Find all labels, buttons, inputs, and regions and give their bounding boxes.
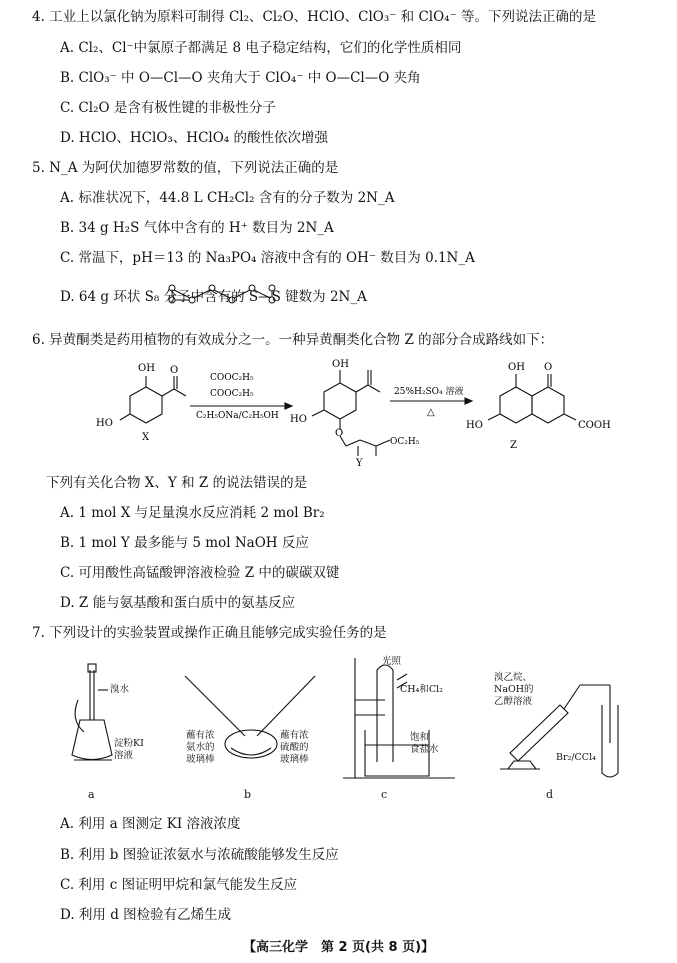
reagent2: 25%H₂SO₄ 溶液 — [394, 387, 464, 397]
s8-ring-structure — [158, 280, 298, 308]
apparatus-b-right-2: 硫酸的 — [280, 742, 309, 753]
z-oh-label: OH — [508, 362, 525, 373]
apparatus-d-reagent-3: 乙醇溶液 — [494, 696, 533, 707]
q7-option-c: C. 利用 c 图证明甲烷和氯气能发生反应 — [60, 877, 298, 893]
apparatus-c-gas: CH₄和Cl₂ — [400, 684, 443, 695]
y-ho-label: HO — [290, 414, 307, 425]
apparatus-a — [60, 660, 170, 785]
q5-option-c: C. 常温下，pH＝13 的 Na₃PO₄ 溶液中含有的 OH⁻ 数目为 0.1N_A — [60, 250, 475, 266]
apparatus-c-water-2: 食盐水 — [410, 744, 439, 755]
apparatus-d-trap: Br₂/CCl₄ — [556, 752, 596, 763]
compound-y-label: Y — [356, 458, 363, 468]
apparatus-b-left-1: 蘸有浓 — [186, 730, 215, 741]
x-o-label: O — [170, 365, 179, 376]
apparatus-c-caption: c — [381, 788, 388, 801]
apparatus-d-reagent-2: NaOH的 — [494, 684, 534, 695]
heat-symbol: △ — [427, 407, 435, 418]
q7-option-a: A. 利用 a 图测定 KI 溶液浓度 — [60, 816, 241, 832]
apparatus-c — [335, 650, 475, 785]
reagent1-top: COOC₂H₅ — [210, 373, 254, 383]
apparatus-a-label-solution: 溶液 — [114, 750, 134, 761]
q6-option-c: C. 可用酸性高锰酸钾溶液检验 Z 中的碳碳双键 — [60, 565, 340, 581]
page-footer: 【高三化学 第 2 页(共 8 页)】 — [242, 940, 435, 955]
y-oh-label: OH — [332, 359, 349, 370]
apparatus-d-reagent-1: 溴乙烷、 — [494, 672, 533, 683]
apparatus-b-right-1: 蘸有浓 — [280, 730, 309, 741]
q5-option-a: A. 标准状况下，44.8 L CH₂Cl₂ 含有的分子数为 2N_A — [60, 190, 395, 206]
q6-lead: 下列有关化合物 X、Y 和 Z 的说法错误的是 — [46, 475, 308, 491]
y-o-label: O — [335, 428, 344, 439]
x-oh-label: OH — [138, 363, 155, 374]
z-cooh-label: COOH — [578, 420, 611, 431]
compound-x-label: X — [142, 432, 150, 443]
q4-option-d: D. HClO、HClO₃、HClO₄ 的酸性依次增强 — [60, 130, 329, 146]
q4-option-a: A. Cl₂、Cl⁻中氯原子都满足 8 电子稳定结构，它们的化学性质相同 — [60, 40, 462, 56]
z-o-label: O — [544, 362, 553, 373]
apparatus-a-label-ki: 淀粉KI — [114, 738, 144, 749]
apparatus-c-light: 光照 — [382, 656, 402, 667]
apparatus-a-caption: a — [88, 788, 95, 801]
q6-stem: 6. 异黄酮类是药用植物的有效成分之一。一种异黄酮类化合物 Z 的部分合成路线如下： — [32, 332, 554, 348]
q7-option-b: B. 利用 b 图验证浓氨水与浓硫酸能够发生反应 — [60, 847, 339, 863]
reagent1-conditions: C₂H₅ONa/C₂H₅OH — [196, 411, 279, 421]
q5-option-b: B. 34 g H₂S 气体中含有的 H⁺ 数目为 2N_A — [60, 220, 334, 236]
q4-option-c: C. Cl₂O 是含有极性键的非极性分子 — [60, 100, 276, 116]
q7-stem: 7. 下列设计的实验装置或操作正确且能够完成实验任务的是 — [32, 625, 387, 641]
apparatus-b-caption: b — [244, 788, 252, 801]
q6-option-a: A. 1 mol X 与足量溴水反应消耗 2 mol Br₂ — [60, 505, 325, 521]
q6-synthesis-route — [90, 356, 677, 468]
compound-z-label: Z — [510, 440, 517, 451]
q4-option-b: B. ClO₃⁻ 中 O—Cl—O 夹角大于 ClO₄⁻ 中 O—Cl—O 夹角 — [60, 70, 421, 86]
z-ho-label: HO — [466, 420, 483, 431]
apparatus-d — [490, 665, 640, 785]
q6-option-d: D. Z 能与氨基酸和蛋白质中的氨基反应 — [60, 595, 296, 611]
q7-option-d: D. 利用 d 图检验有乙烯生成 — [60, 907, 232, 923]
apparatus-a-label-bromine: 溴水 — [110, 684, 130, 695]
apparatus-c-water-1: 饱和 — [410, 732, 430, 743]
x-ho-label: HO — [96, 418, 113, 429]
apparatus-d-caption: d — [546, 788, 554, 801]
q4-stem: 4. 工业上以氯化钠为原料可制得 Cl₂、Cl₂O、HClO、ClO₃⁻ 和 ClO₄⁻ 等。下列说法正确的是 — [32, 9, 597, 25]
apparatus-b-right-3: 玻璃棒 — [280, 754, 309, 765]
q5-stem: 5. N_A 为阿伏加德罗常数的值，下列说法正确的是 — [32, 160, 339, 176]
q6-option-b: B. 1 mol Y 最多能与 5 mol NaOH 反应 — [60, 535, 309, 551]
apparatus-b-left-2: 氨水的 — [186, 742, 215, 753]
y-oc2h5-label: OC₂H₅ — [390, 437, 420, 447]
q5-option-d: D. 64 g 环状 S₈ 分子中含有的 S—S 键数为 2N_A — [60, 289, 367, 305]
reagent1-bottom: COOC₂H₅ — [210, 389, 254, 399]
apparatus-b-left-3: 玻璃棒 — [186, 754, 215, 765]
